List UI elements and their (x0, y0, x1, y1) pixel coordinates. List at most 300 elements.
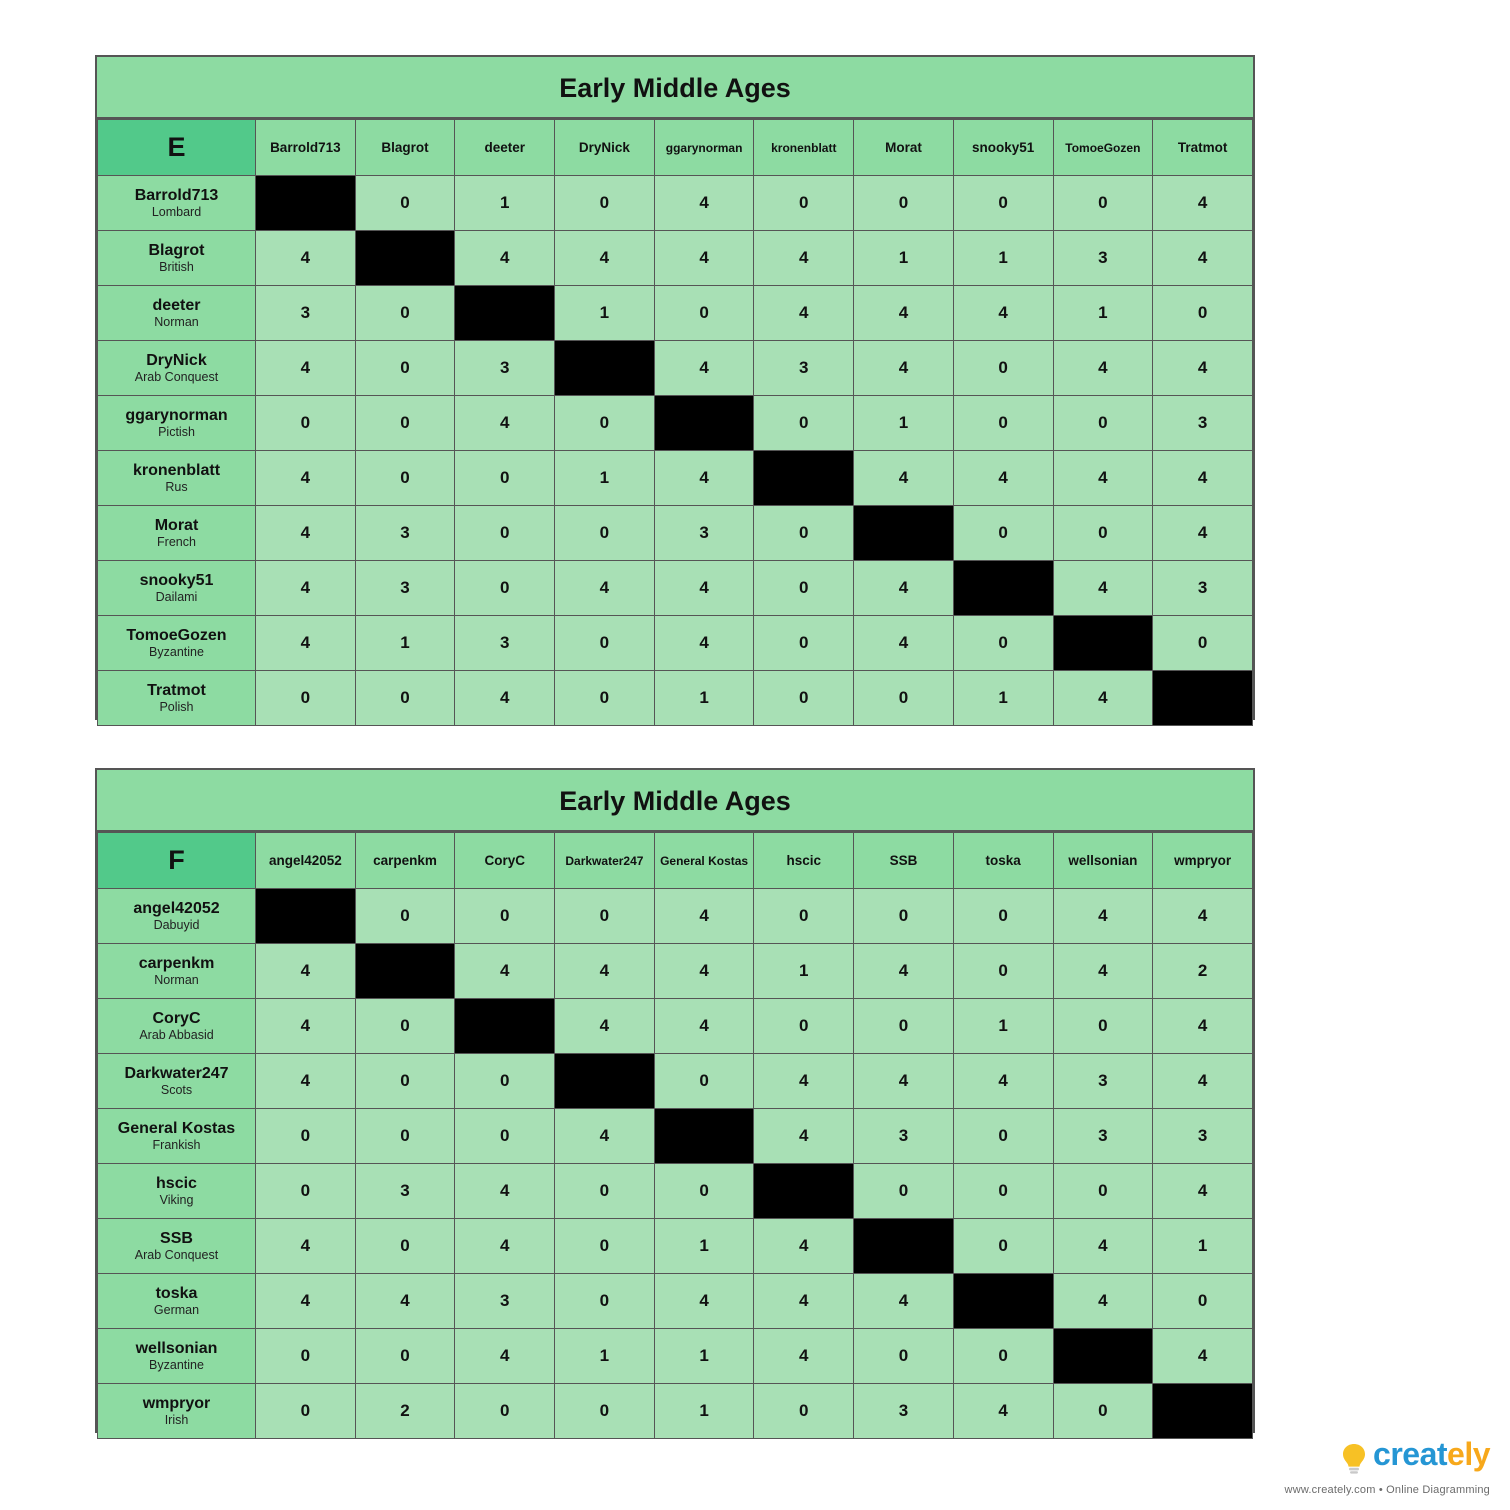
matrix-cell-diagonal (555, 341, 655, 396)
row-header (98, 889, 256, 944)
row-civ-name: Arab Conquest (134, 1248, 219, 1262)
matrix-cell: 4 (854, 1054, 954, 1109)
matrix-cell: 0 (854, 999, 954, 1054)
matrix-cell: 1 (854, 396, 954, 451)
matrix-cell: 1 (1153, 1219, 1253, 1274)
matrix-cell: 4 (256, 1219, 356, 1274)
row-header (98, 1054, 256, 1109)
matrix-cell: 3 (355, 561, 455, 616)
matrix-cell: 0 (953, 396, 1053, 451)
matrix-cell: 3 (455, 341, 555, 396)
column-header: snooky51 (953, 120, 1053, 176)
matrix-cell: 0 (854, 671, 954, 726)
matrix-cell: 1 (555, 1329, 655, 1384)
row-player-name: Morat (154, 517, 199, 534)
matrix-cell: 4 (256, 944, 356, 999)
matrix-cell: 4 (1153, 1329, 1253, 1384)
matrix-cell: 4 (953, 451, 1053, 506)
matrix-cell: 4 (754, 1054, 854, 1109)
brand-tagline: www.creately.com • Online Diagramming (1284, 1484, 1490, 1496)
matrix-cell: 4 (555, 999, 655, 1054)
matrix-cell: 0 (455, 1054, 555, 1109)
matrix-cell: 0 (1153, 286, 1253, 341)
row-player-name: kronenblatt (132, 462, 221, 479)
table-row (98, 1164, 1253, 1219)
matrix-cell-diagonal (455, 286, 555, 341)
column-header: Tratmot (1153, 120, 1253, 176)
matrix-cell-diagonal (256, 889, 356, 944)
matrix-cell: 0 (1053, 1164, 1153, 1219)
row-player-name: ggarynorman (125, 407, 228, 424)
matrix-cell: 4 (1153, 999, 1253, 1054)
matrix-cell-diagonal (555, 1054, 655, 1109)
matrix-cell-diagonal (355, 231, 455, 286)
matrix-cell: 1 (953, 671, 1053, 726)
column-header: wellsonian (1053, 833, 1153, 889)
row-header (98, 999, 256, 1054)
matrix-title-f: Early Middle Ages (97, 770, 1253, 832)
row-player-name: wmpryor (142, 1395, 211, 1412)
matrix-cell-diagonal (854, 506, 954, 561)
matrix-cell: 0 (854, 1329, 954, 1384)
row-civ-name: Polish (159, 700, 194, 714)
matrix-cell: 1 (1053, 286, 1153, 341)
matrix-cell: 1 (854, 231, 954, 286)
matrix-cell-diagonal (355, 944, 455, 999)
matrix-cell: 4 (654, 451, 754, 506)
matrix-cell: 0 (355, 671, 455, 726)
row-header (98, 1164, 256, 1219)
matrix-cell: 0 (654, 1164, 754, 1219)
matrix-cell: 0 (256, 1384, 356, 1439)
column-header: hscic (754, 833, 854, 889)
matrix-cell: 0 (256, 1164, 356, 1219)
matrix-cell: 0 (355, 999, 455, 1054)
column-header: toska (953, 833, 1053, 889)
table-row (98, 1219, 1253, 1274)
table-header-row (98, 833, 1253, 889)
matrix-cell: 4 (455, 671, 555, 726)
matrix-cell: 4 (854, 451, 954, 506)
matrix-cell: 0 (953, 889, 1053, 944)
matrix-cell: 0 (1053, 999, 1153, 1054)
matrix-cell: 0 (754, 1384, 854, 1439)
matrix-cell: 4 (754, 1109, 854, 1164)
matrix-cell: 4 (455, 1329, 555, 1384)
matrix-cell: 0 (455, 506, 555, 561)
row-header (98, 176, 256, 231)
matrix-cell: 0 (355, 451, 455, 506)
table-row (98, 396, 1253, 451)
matrix-cell-diagonal (754, 451, 854, 506)
row-player-name: hscic (156, 1175, 197, 1192)
row-civ-name: Pictish (158, 425, 195, 439)
table-row (98, 506, 1253, 561)
matrix-cell: 0 (355, 1054, 455, 1109)
column-header: TomoeGozen (1053, 120, 1153, 176)
row-civ-name: Lombard (151, 205, 202, 219)
matrix-cell: 2 (355, 1384, 455, 1439)
row-player-name: wellsonian (135, 1340, 218, 1357)
row-header (98, 1329, 256, 1384)
row-civ-name: German (153, 1303, 200, 1317)
matrix-cell: 4 (654, 999, 754, 1054)
matrix-cell: 3 (854, 1384, 954, 1439)
matrix-cell-diagonal (953, 561, 1053, 616)
matrix-cell: 1 (953, 999, 1053, 1054)
table-row (98, 176, 1253, 231)
matrix-cell: 4 (1053, 889, 1153, 944)
column-header: wmpryor (1153, 833, 1253, 889)
matrix-cell: 3 (1153, 561, 1253, 616)
row-header (98, 451, 256, 506)
row-civ-name: Frankish (152, 1138, 201, 1152)
matrix-cell: 0 (1053, 176, 1153, 231)
group-label-e: E (98, 120, 256, 176)
matrix-cell-diagonal (654, 396, 754, 451)
row-header (98, 671, 256, 726)
matrix-cell: 1 (654, 1329, 754, 1384)
row-civ-name: Norman (154, 973, 199, 987)
row-civ-name: Norman (154, 315, 199, 329)
matrix-cell: 4 (1153, 889, 1253, 944)
matrix-cell: 0 (355, 1219, 455, 1274)
matrix-cell: 1 (455, 176, 555, 231)
row-player-name: deeter (152, 297, 201, 314)
column-header: Barrold713 (256, 120, 356, 176)
column-header: CoryC (455, 833, 555, 889)
matrix-cell: 0 (1153, 616, 1253, 671)
matrix-cell: 0 (555, 671, 655, 726)
matrix-cell: 4 (455, 944, 555, 999)
matrix-cell: 4 (953, 1384, 1053, 1439)
matrix-cell: 0 (455, 1384, 555, 1439)
row-civ-name: Irish (164, 1413, 189, 1427)
matrix-cell: 4 (754, 1219, 854, 1274)
row-header (98, 1274, 256, 1329)
column-header: Morat (854, 120, 954, 176)
matrix-cell: 0 (355, 396, 455, 451)
matrix-cell: 4 (256, 506, 356, 561)
matrix-title-e: Early Middle Ages (97, 57, 1253, 119)
matrix-cell: 0 (256, 1109, 356, 1164)
matrix-cell: 4 (1053, 341, 1153, 396)
matrix-cell: 3 (1053, 231, 1153, 286)
row-player-name: Barrold713 (134, 187, 219, 204)
matrix-cell: 0 (754, 999, 854, 1054)
matrix-cell: 4 (754, 286, 854, 341)
row-header (98, 506, 256, 561)
matrix-cell: 0 (555, 1274, 655, 1329)
matrix-cell: 4 (1053, 561, 1153, 616)
matrix-cell: 4 (854, 616, 954, 671)
row-civ-name: Dailami (155, 590, 198, 604)
matrix-cell: 0 (555, 1164, 655, 1219)
matrix-cell: 4 (854, 1274, 954, 1329)
matrix-cell: 4 (854, 286, 954, 341)
matrix-cell: 0 (256, 671, 356, 726)
matrix-cell: 3 (854, 1109, 954, 1164)
matrix-cell: 0 (1153, 1274, 1253, 1329)
matrix-cell: 0 (355, 1109, 455, 1164)
matrix-cell: 0 (555, 1219, 655, 1274)
matrix-cell: 0 (256, 1329, 356, 1384)
row-civ-name: Viking (159, 1193, 194, 1207)
matrix-cell: 4 (455, 396, 555, 451)
table-row (98, 286, 1253, 341)
column-header: kronenblatt (754, 120, 854, 176)
table-row (98, 889, 1253, 944)
row-header (98, 944, 256, 999)
matrix-cell: 0 (555, 506, 655, 561)
matrix-cell: 4 (1053, 1219, 1153, 1274)
table-row (98, 1274, 1253, 1329)
matrix-cell-diagonal (1153, 1384, 1253, 1439)
row-civ-name: Arab Conquest (134, 370, 219, 384)
column-header: Darkwater247 (555, 833, 655, 889)
matrix-cell: 4 (256, 341, 356, 396)
matrix-cell: 3 (1153, 1109, 1253, 1164)
matrix-cell: 3 (1053, 1109, 1153, 1164)
matrix-cell: 4 (355, 1274, 455, 1329)
matrix-cell: 0 (854, 1164, 954, 1219)
table-row (98, 561, 1253, 616)
matrix-cell: 0 (555, 176, 655, 231)
matrix-cell: 4 (854, 944, 954, 999)
row-civ-name: Dabuyid (153, 918, 200, 932)
matrix-cell: 4 (555, 1109, 655, 1164)
row-civ-name: Arab Abbasid (139, 1028, 214, 1042)
matrix-cell: 3 (455, 616, 555, 671)
matrix-cell: 4 (654, 231, 754, 286)
row-player-name: General Kostas (117, 1120, 236, 1137)
column-header: carpenkm (355, 833, 455, 889)
row-header (98, 341, 256, 396)
matrix-cell: 4 (1053, 944, 1153, 999)
row-header (98, 1109, 256, 1164)
matrix-cell: 0 (455, 1109, 555, 1164)
column-header: General Kostas (654, 833, 754, 889)
row-header (98, 231, 256, 286)
row-civ-name: Scots (160, 1083, 193, 1097)
matrix-cell: 4 (555, 561, 655, 616)
table-row (98, 1384, 1253, 1439)
matrix-cell: 4 (654, 889, 754, 944)
row-player-name: Tratmot (147, 682, 206, 699)
matrix-cell: 0 (754, 396, 854, 451)
matrix-cell: 4 (256, 616, 356, 671)
matrix-cell: 0 (355, 341, 455, 396)
row-player-name: Darkwater247 (124, 1065, 229, 1082)
matrix-block-f (95, 768, 1255, 1433)
matrix-cell: 0 (455, 451, 555, 506)
matrix-cell: 0 (854, 889, 954, 944)
matrix-cell: 0 (754, 176, 854, 231)
matrix-cell: 4 (256, 561, 356, 616)
matrix-cell: 0 (953, 616, 1053, 671)
column-header: Blagrot (355, 120, 455, 176)
matrix-cell: 4 (455, 231, 555, 286)
matrix-cell: 0 (1053, 1384, 1153, 1439)
matrix-cell: 2 (1153, 944, 1253, 999)
lightbulb-icon (1341, 1443, 1367, 1479)
matrix-cell: 0 (854, 176, 954, 231)
table-row (98, 999, 1253, 1054)
matrix-cell: 0 (953, 1164, 1053, 1219)
matrix-cell: 4 (1153, 1164, 1253, 1219)
matrix-cell-diagonal (854, 1219, 954, 1274)
creately-watermark[interactable] (1285, 1438, 1490, 1496)
matrix-table-f (97, 832, 1253, 1439)
matrix-cell: 0 (455, 889, 555, 944)
matrix-cell: 4 (455, 1219, 555, 1274)
matrix-cell: 4 (1153, 176, 1253, 231)
row-player-name: snooky51 (139, 572, 214, 589)
matrix-cell: 0 (953, 1109, 1053, 1164)
row-civ-name: Byzantine (149, 1358, 204, 1372)
matrix-cell-diagonal (455, 999, 555, 1054)
matrix-cell: 4 (1153, 231, 1253, 286)
table-row (98, 1109, 1253, 1164)
matrix-cell: 0 (754, 561, 854, 616)
group-label-f: F (98, 833, 256, 889)
row-header (98, 286, 256, 341)
matrix-cell-diagonal (1053, 1329, 1153, 1384)
matrix-cell: 4 (1153, 1054, 1253, 1109)
row-header (98, 1384, 256, 1439)
matrix-cell: 4 (256, 999, 356, 1054)
matrix-cell: 0 (754, 616, 854, 671)
matrix-cell: 3 (1153, 396, 1253, 451)
matrix-cell: 4 (754, 1329, 854, 1384)
matrix-cell: 4 (953, 286, 1053, 341)
matrix-cell: 4 (256, 1274, 356, 1329)
matrix-cell: 4 (654, 1274, 754, 1329)
matrix-cell: 1 (555, 286, 655, 341)
matrix-cell: 1 (654, 671, 754, 726)
matrix-cell-diagonal (256, 176, 356, 231)
column-header: ggarynorman (654, 120, 754, 176)
matrix-cell: 3 (1053, 1054, 1153, 1109)
table-row (98, 451, 1253, 506)
matrix-cell: 0 (555, 396, 655, 451)
matrix-cell: 0 (654, 286, 754, 341)
matrix-cell: 4 (754, 1274, 854, 1329)
row-header (98, 1219, 256, 1274)
row-player-name: SSB (160, 1230, 193, 1247)
row-header (98, 396, 256, 451)
matrix-cell: 0 (1053, 396, 1153, 451)
matrix-cell: 0 (1053, 506, 1153, 561)
matrix-cell: 4 (654, 176, 754, 231)
matrix-cell: 0 (754, 506, 854, 561)
table-row (98, 671, 1253, 726)
matrix-cell: 4 (854, 561, 954, 616)
matrix-cell: 4 (1053, 451, 1153, 506)
row-player-name: carpenkm (138, 955, 215, 972)
matrix-cell-diagonal (1053, 616, 1153, 671)
matrix-cell: 0 (555, 889, 655, 944)
matrix-cell: 0 (953, 1219, 1053, 1274)
matrix-cell: 4 (256, 1054, 356, 1109)
matrix-cell-diagonal (1153, 671, 1253, 726)
row-civ-name: Byzantine (149, 645, 204, 659)
matrix-cell: 1 (654, 1384, 754, 1439)
matrix-cell-diagonal (953, 1274, 1053, 1329)
matrix-cell: 4 (1153, 506, 1253, 561)
column-header: DryNick (555, 120, 655, 176)
matrix-cell: 0 (953, 944, 1053, 999)
matrix-cell: 4 (654, 341, 754, 396)
matrix-cell: 0 (953, 341, 1053, 396)
matrix-cell-diagonal (754, 1164, 854, 1219)
matrix-cell: 4 (1153, 451, 1253, 506)
matrix-cell: 0 (256, 396, 356, 451)
matrix-cell: 1 (754, 944, 854, 999)
matrix-cell: 0 (754, 671, 854, 726)
matrix-cell-diagonal (654, 1109, 754, 1164)
row-player-name: Blagrot (148, 242, 205, 259)
matrix-cell: 3 (455, 1274, 555, 1329)
column-header: angel42052 (256, 833, 356, 889)
matrix-cell: 0 (355, 286, 455, 341)
row-player-name: DryNick (146, 352, 207, 369)
matrix-cell: 0 (953, 176, 1053, 231)
column-header: deeter (455, 120, 555, 176)
row-header (98, 561, 256, 616)
matrix-cell: 0 (355, 1329, 455, 1384)
matrix-cell: 0 (953, 1329, 1053, 1384)
matrix-cell: 0 (754, 889, 854, 944)
matrix-cell: 4 (555, 231, 655, 286)
matrix-cell: 0 (953, 506, 1053, 561)
matrix-cell: 4 (455, 1164, 555, 1219)
matrix-cell: 4 (754, 231, 854, 286)
matrix-cell: 1 (355, 616, 455, 671)
matrix-cell: 4 (654, 561, 754, 616)
row-header (98, 616, 256, 671)
matrix-cell: 4 (1053, 1274, 1153, 1329)
matrix-cell: 0 (555, 1384, 655, 1439)
matrix-cell: 3 (654, 506, 754, 561)
table-row (98, 616, 1253, 671)
matrix-cell: 4 (1153, 341, 1253, 396)
row-civ-name: French (157, 535, 196, 549)
column-header: SSB (854, 833, 954, 889)
matrix-cell: 0 (555, 616, 655, 671)
matrix-cell: 4 (256, 231, 356, 286)
matrix-cell: 1 (555, 451, 655, 506)
matrix-cell: 4 (854, 341, 954, 396)
matrix-cell: 4 (953, 1054, 1053, 1109)
matrix-cell: 3 (355, 1164, 455, 1219)
matrix-cell: 4 (1053, 671, 1153, 726)
matrix-cell: 4 (654, 616, 754, 671)
brand-name-tail: ely (1447, 1436, 1490, 1473)
matrix-cell: 3 (754, 341, 854, 396)
matrix-cell: 4 (256, 451, 356, 506)
row-player-name: toska (155, 1285, 198, 1302)
row-civ-name: British (159, 260, 194, 274)
matrix-block-e (95, 55, 1255, 720)
matrix-cell: 0 (355, 889, 455, 944)
row-player-name: angel42052 (133, 900, 220, 917)
row-civ-name: Rus (165, 480, 188, 494)
matrix-cell: 4 (654, 944, 754, 999)
row-player-name: CoryC (152, 1010, 201, 1027)
table-row (98, 1329, 1253, 1384)
matrix-cell: 0 (654, 1054, 754, 1109)
